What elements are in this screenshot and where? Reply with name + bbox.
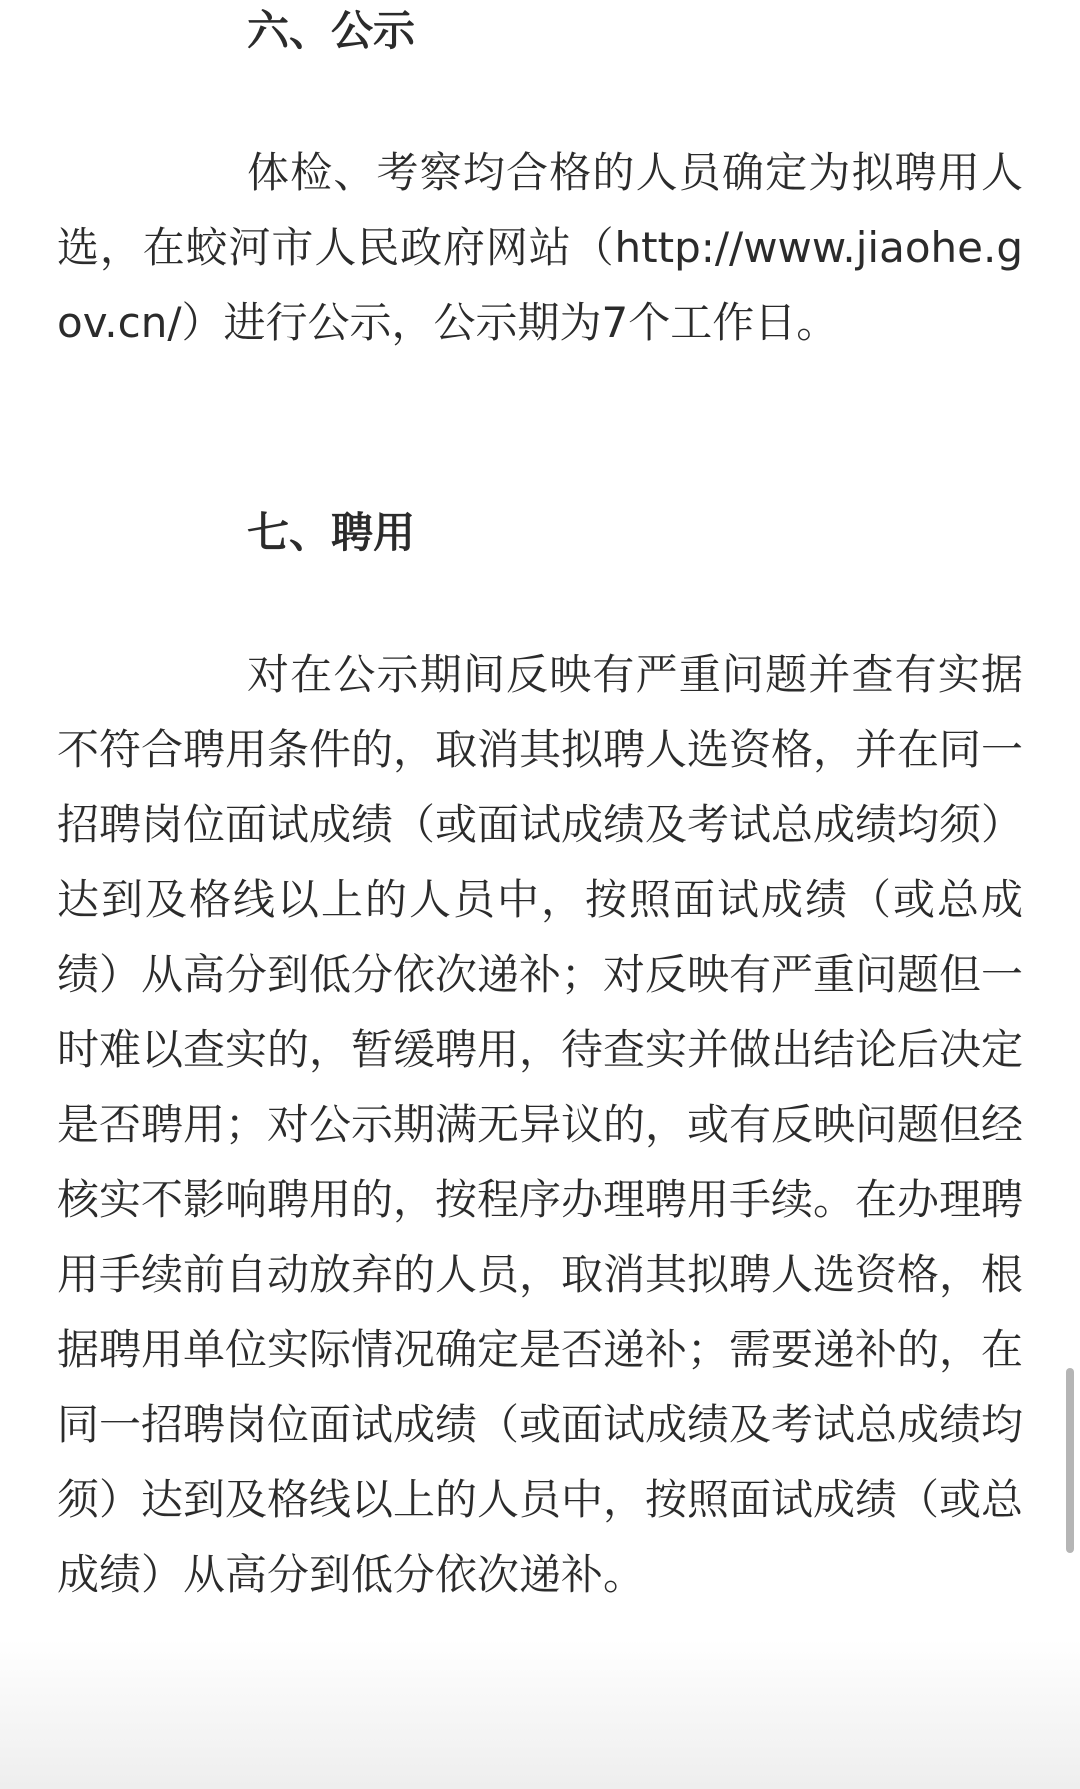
bottom-fade-overlay <box>0 1639 1080 1789</box>
vertical-scrollbar[interactable] <box>1066 1368 1074 1553</box>
section-paragraph-publicity: 体检、考察均合格的人员确定为拟聘用人选，在蛟河市人民政府网站（http://www.jiaohe.gov.cn/）进行公示，公示期为7个工作日。 <box>57 148 1023 347</box>
section-heading-hiring: 七、聘用 <box>247 508 416 557</box>
section-heading-publicity: 六、公示 <box>247 6 416 55</box>
section-paragraph-hiring: 对在公示期间反映有严重问题并查有实据不符合聘用条件的，取消其拟聘人选资格，并在同一招聘岗位面试成绩（或面试成绩及考试总成绩均须）达到及格线以上的人员中，按照面试成绩（或总成绩）从高分到低分依次递补；对反映有严重问题但一时难以查实的，暂缓聘用，待查实并做出结论后决定是否聘用；对公示期满无异议的，或有反映问题但经核实不影响聘用的，按程序办理聘用手续。在办理聘用手续前自动放弃的人员，取消其拟聘人选资格，根据聘用单位实际情况确定是否递补；需要递补的，在同一招聘岗位面试成绩（或面试成绩及考试总成绩均须）达到及格线以上的人员中，按照面试成绩（或总成绩）从高分到低分依次递补。 <box>57 650 1024 1599</box>
